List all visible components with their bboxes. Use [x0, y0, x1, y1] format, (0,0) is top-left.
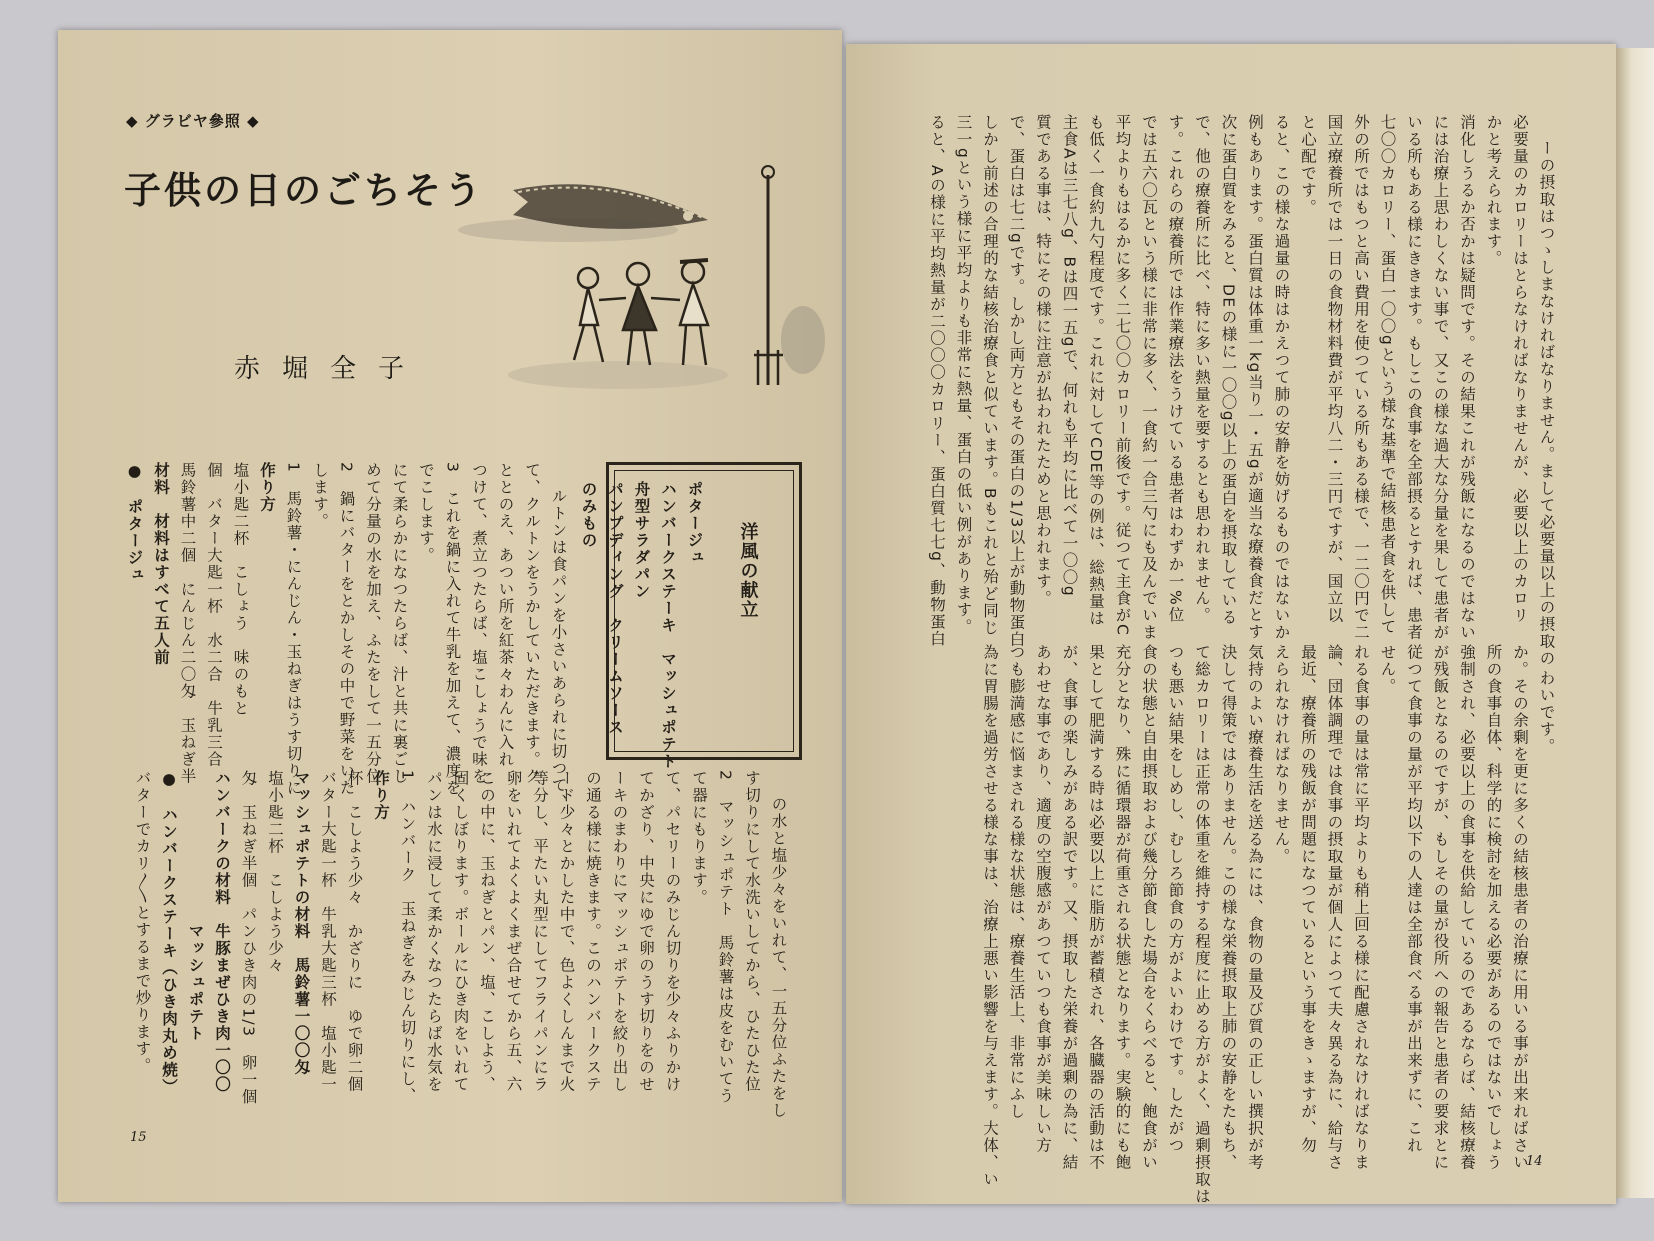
article-text-bottom: わいです。 か。その余剰を更に多くの結核患者の治療に用いる事が出来ればさい 所の食事自体、科学的に検討を加える必要があるのではないでしょう 強制され、必要以上の食事を供給しているのであるならば、結核療養 が残飯となるのですが、もしその量が役所への報告と患者の要求とに 従つて食事の量が平均以下の人達は全部食べる事が出来ずに、これ せん。 れる食事の量は常に平均よりも稍上回る様に配慮されなければなりま 論、団体調理では食事の摂取量が個人によつて夫々異る為に、給与さ 最近、療養所の残飯が問題になつているという事をきゝますが、勿 えられなければなりません。 気持のよい療養生活を送る為には、食物の量及び質の正しい撰択が考 決して得策ではありません。この様な栄養摂取上肺の安静をたもち、 て総カロリーは正常の体重を維持する程度に止める方がよく、過剰摂取は つも悪い結果をしめし、むしろ節食の方がよいわけです。したがつ 食の状態と自由摂取および幾分節食した場合をくらべると、飽食がい 充分となり、殊に循環器が荷重される状態となります。実験的にも飽 果として肥満する時は必要以上に脂肪が蓄積され、各臓器の活動は不 が、食事の楽しみがある訳です。又、摂取した栄養が過剰の為に、結 あわせな事であり、適度の空腹感があつていつも食事が美味しい方 つも膨満感に悩まされる様な状態は、療養生活上、非常にふし 為に胃腸を過労させる様な事は、治療上悪い影響を与えます。大体、い: [981, 644, 1556, 1205]
page-edge: [1616, 48, 1654, 1198]
menu-box: [579, 462, 802, 770]
menu-heading: 洋風の献立: [737, 522, 759, 620]
recipe-hamburg-text: の水と塩少々をいれて、一五分位ふたをし す切りにして水洗いしてから、ひたひた位 2 マッシュポテト 馬鈴薯は皮をむいてう て器にもります。 て、パセリーのみじん切りを少々ふりかけ てかざり、中央にゆで卵のうす切りをのせ ーキのまわりにマッシュポテトを絞り出し の通る様に焼きます。このハンバークステ ード少々とかした中で、色よくしんまで火 等分し、平たい丸型にしてフライパンにラ 卵をいれてよくよくまぜ合せてから五、六 この中に、玉ねぎとパン、塩、こしよう、 固くしぼります。ボールにひき肉をいれて パンは水に浸して柔かくなつたらば水気を 1 ハンバーク 玉ねぎをみじん切りにし、 作り方 杯 こしよう少々 かざりに ゆで卵二個 バター大匙一杯 牛乳大匙三杯 塩小匙一 マッシュポテトの材料 馬鈴薯一〇〇匁 塩小匙二杯 こしよう少々 匁 玉ねぎ半個 パンひき肉の1/3 卵一個 ハンバークの材料 牛豚まぜひき肉一〇〇 マッシュポテト ● ハンバークステーキ（ひき肉丸め焼） バターでカリ〱とするまで炒ります。: [133, 770, 788, 1119]
page-number-left: 15: [130, 1130, 147, 1145]
gravure-label: ◆ グラビヤ參照 ◆: [126, 112, 260, 130]
article-author: 赤堀全子: [234, 354, 427, 384]
koinobori-children-illustration: [458, 150, 838, 410]
page-number-right: 14: [1526, 1154, 1543, 1169]
menu-list: 洋風の献立 ポタージュ ハンバークステーキ マッシュポテト 舟型サラダパン パンプディング クリームソース のみもの: [579, 481, 759, 770]
right-page: [846, 44, 1616, 1204]
article-title: 子供の日のごちそう: [124, 168, 484, 212]
article-text-top: ーの摂取はつゝしまなければなりません。まして必要量以上の摂取の 必要量のカロリーはとらなければなりませんが、必要以上のカロリ かと考えられます。 消化しうるか否かは疑問です。その結果これが残飯になるのではない には治療上思わしくない事で、又この様な過大な分量を果して患者が いる所もある様にききます。もしこの食事を全部摂るとすれば、患者 七〇〇カロリー、蛋白一〇〇gという様な基準で結核患者食を供して 外の所ではもつと高い費用を使つている所もある様で、一二〇円で二 国立療養所では一日の食物材料費が平均八二・三円ですが、国立以 と心配です。 ると、この様な過量の時はかえつて肺の安静を妨げるものではないか 例もあります。蛋白質は体重一kg当り一・五gが適当な療養食だとす 次に蛋白質をみると、DEの様に一〇〇g以上の蛋白を摂取している で、他の療養所に比べ、特に多い熱量を要するとも思われません。 す。これらの療養所では作業療法をうけている患者はわずか一%位 では五六〇瓦という様に非常に多く、一食約一合三勺にも及んでいま 平均よりもはるかに多く二七〇〇カロリー前後です。従つて主食がC も低く一食約九勺程度です。これに対してCDE等の例は、総熱量は 主食Aは三七八g、Bは四一五gで、何れも平均に比べて一〇〇g 質である事は、特にその様に注意が払われたためと思われます。 で、蛋白は七二gです。しかし両方ともその蛋白の1/3以上が動物蛋白 しかし前述の合理的な結核治療食と似ています。Bもこれと殆ど同じ 三一gという様に平均よりも非常に熱量、蛋白の低い例があります。 ると、Aの様に平均熱量が二〇〇〇カロリー、蛋白質七七g、動物蛋白: [928, 114, 1556, 667]
left-page: [58, 30, 842, 1202]
recipe-potage-text: ルトンは食パンを小さいあられに切つて、 て、クルトンをうかしていただきます。ク ととのえ、あつい所を紅茶々わんに入れ つけて、煮立つたらば、塩こしょうで味を 3 これを鍋に入れて牛乳を加えて、濃度を でこします。 にて柔らかになつたらば、汁と共に裏ごし めて分量の水を加え、ふたをして一五分位 2 鍋にバターをとかしその中で野菜をいた します。 1 馬鈴薯・にんじん・玉ねぎはうす切りに 作り方 塩小匙二杯 こしょう 味のもと 個 バター大匙一杯 水二合 牛乳三合 馬鈴薯中二個 にんじん二〇匁 玉ねぎ半 材料 材料はすべて五人前 ● ポタージュ: [125, 462, 568, 811]
